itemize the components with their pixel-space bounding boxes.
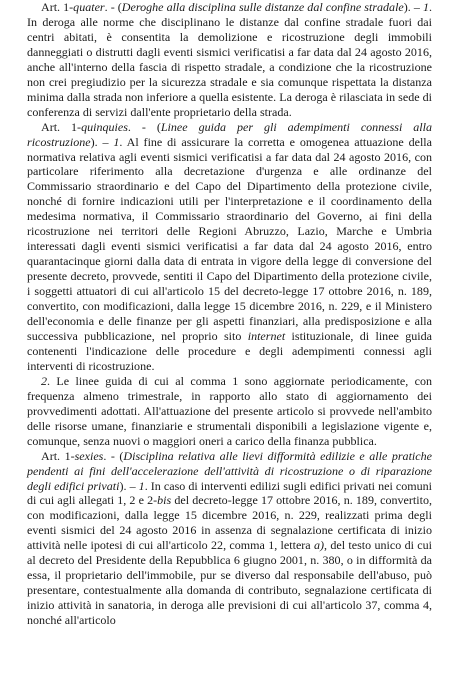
article-body: del decreto-legge 17 ottobre 2016, n. 189, convertito, con modificazioni, dalla legge 15 dicembre 2016, n. 229, realizzati prima degli eventi sismici del 24 agosto 2016 in assenza di segnalazione certificata di inizio attività nelle ipotesi di cui all'articolo 22, comma 1, lettera (27, 493, 432, 553)
article-body: istituzionale, di linee guida contenenti l'indicazione delle procedure e degli adempimenti connessi agli interventi di ricostruzione. (27, 328, 432, 373)
article-separator: . - ( (127, 119, 161, 134)
article-suffix: sexies (74, 448, 104, 463)
article-separator: ). – (403, 0, 423, 14)
article-1-quater (27, 0, 432, 120)
article-suffix: quater (73, 0, 105, 14)
internet-term: internet (247, 328, 286, 343)
comma-number: 1 (113, 134, 120, 149)
article-body: . Le linee guida di cui al comma 1 sono aggiornate periodicamente, con frequenza almeno trimestrale, in rapporto allo stato di aggiornamento dei provvedimenti adottati. All'attuazione del presente articolo si provvede nell'ambito delle risorse umane, finanziarie e strumentali disponibili a legislazione vigente e, comunque, senza nuovi o maggiori oneri a carico della finanza pubblica. (27, 373, 432, 448)
document-page (27, 0, 432, 628)
article-body: , del testo unico di cui al decreto del Presidente della Repubblica 6 giugno 2001, n. 380, o in difformità da essa, il proprietario dell'immobile, pur se diverso dal responsabile dell'abuso, può presentare, contestualmente alla domanda di contributo, segnalazione certificata di inizio attività in sanatoria, in deroga alle previsioni di cui all'articolo 37, comma 4, nonché all'articolo (27, 538, 432, 628)
letter-term: a) (313, 538, 325, 553)
article-separator: ). – (90, 134, 114, 149)
article-body: . Al fine di assicurare la corretta e omogenea attuazione della normativa relativa agli eventi sismici verificatisi a far data dal 24 agosto 2016, con particolare riferimento alla decretazione d'urgenza e alle ordinanze del Commissario straordinario e del Capo del Dipartimento della protezione civile, nonché di fornire indicazioni utili per l'interpretazione e il coordinamento della medesima normativa, il Commissario straordinario del Governo, ai fini della ricostruzione nei territori delle Regioni Abruzzo, Lazio, Marche e Umbria interessati dagli eventi sismici verificatisi a far data dal 24 agosto 2016, entro quarantacinque giorni dalla data di entrata in vigore della legge di conversione del presente decreto, provvede, sentiti il Capo del Dipartimento della protezione civile, i soggetti attuatori di cui all'articolo 15 del decreto-legge 17 ottobre 2016, n. 189, convertito, con modificazioni, dalla legge 15 dicembre 2016, n. 229, e il Ministero dell'economia e delle finanze per gli aspetti finanziari, alla predisposizione e alla successiva pubblicazione, nel proprio sito (27, 134, 432, 343)
comma-number: 1 (138, 478, 145, 493)
comma-number: 1 (422, 0, 429, 14)
article-separator: ). – (119, 478, 139, 493)
article-separator: . - ( (104, 0, 122, 14)
article-label: Art. 1- (41, 0, 74, 14)
article-1-sexies (27, 449, 432, 628)
article-separator: . - ( (103, 448, 124, 463)
article-body: . In deroga alle norme che disciplinano le distanze dal confine stradale fuori dai centri abitati, è consentita la demolizione e ricostruzione degli immobili danneggiati o distrutti dagli eventi sismici verificatisi a far data dal 24 agosto 2016, anche all'interno della fascia di rispetto stradale, a condizione che la ricostruzione non crei pregiudizio per la sicurezza stradale e sia comunque rispettata la distanza minima dalla strada non inferiore a quella esistente. La deroga è rilasciata in sede di conferenza di servizi dall'ente proprietario della strada. (27, 0, 432, 119)
article-heading: Linee guida per gli adempimenti connessi alla ricostruzione (27, 119, 432, 149)
article-label: Art. 1- (41, 119, 82, 134)
article-heading: Deroghe alla disciplina sulle distanze dal confine stradale (121, 0, 404, 14)
comma-number: 2 (41, 373, 48, 388)
article-body: . In caso di interventi edilizi sugli edifici privati nei comuni di cui agli allegati 1, 2 e 2- (27, 478, 433, 508)
article-1-quinquies (27, 120, 432, 374)
article-label: Art. 1- (41, 448, 75, 463)
bis-term: bis (157, 493, 172, 508)
article-1-quinquies-comma-2 (27, 374, 432, 449)
article-heading: Disciplina relativa alle lievi difformità edilizie e alle pratiche pendenti ai fini dell'accelerazione dell'attività di ricostruzione o di riparazione degli edifici privati (27, 448, 432, 493)
article-suffix: quinquies (81, 119, 128, 134)
